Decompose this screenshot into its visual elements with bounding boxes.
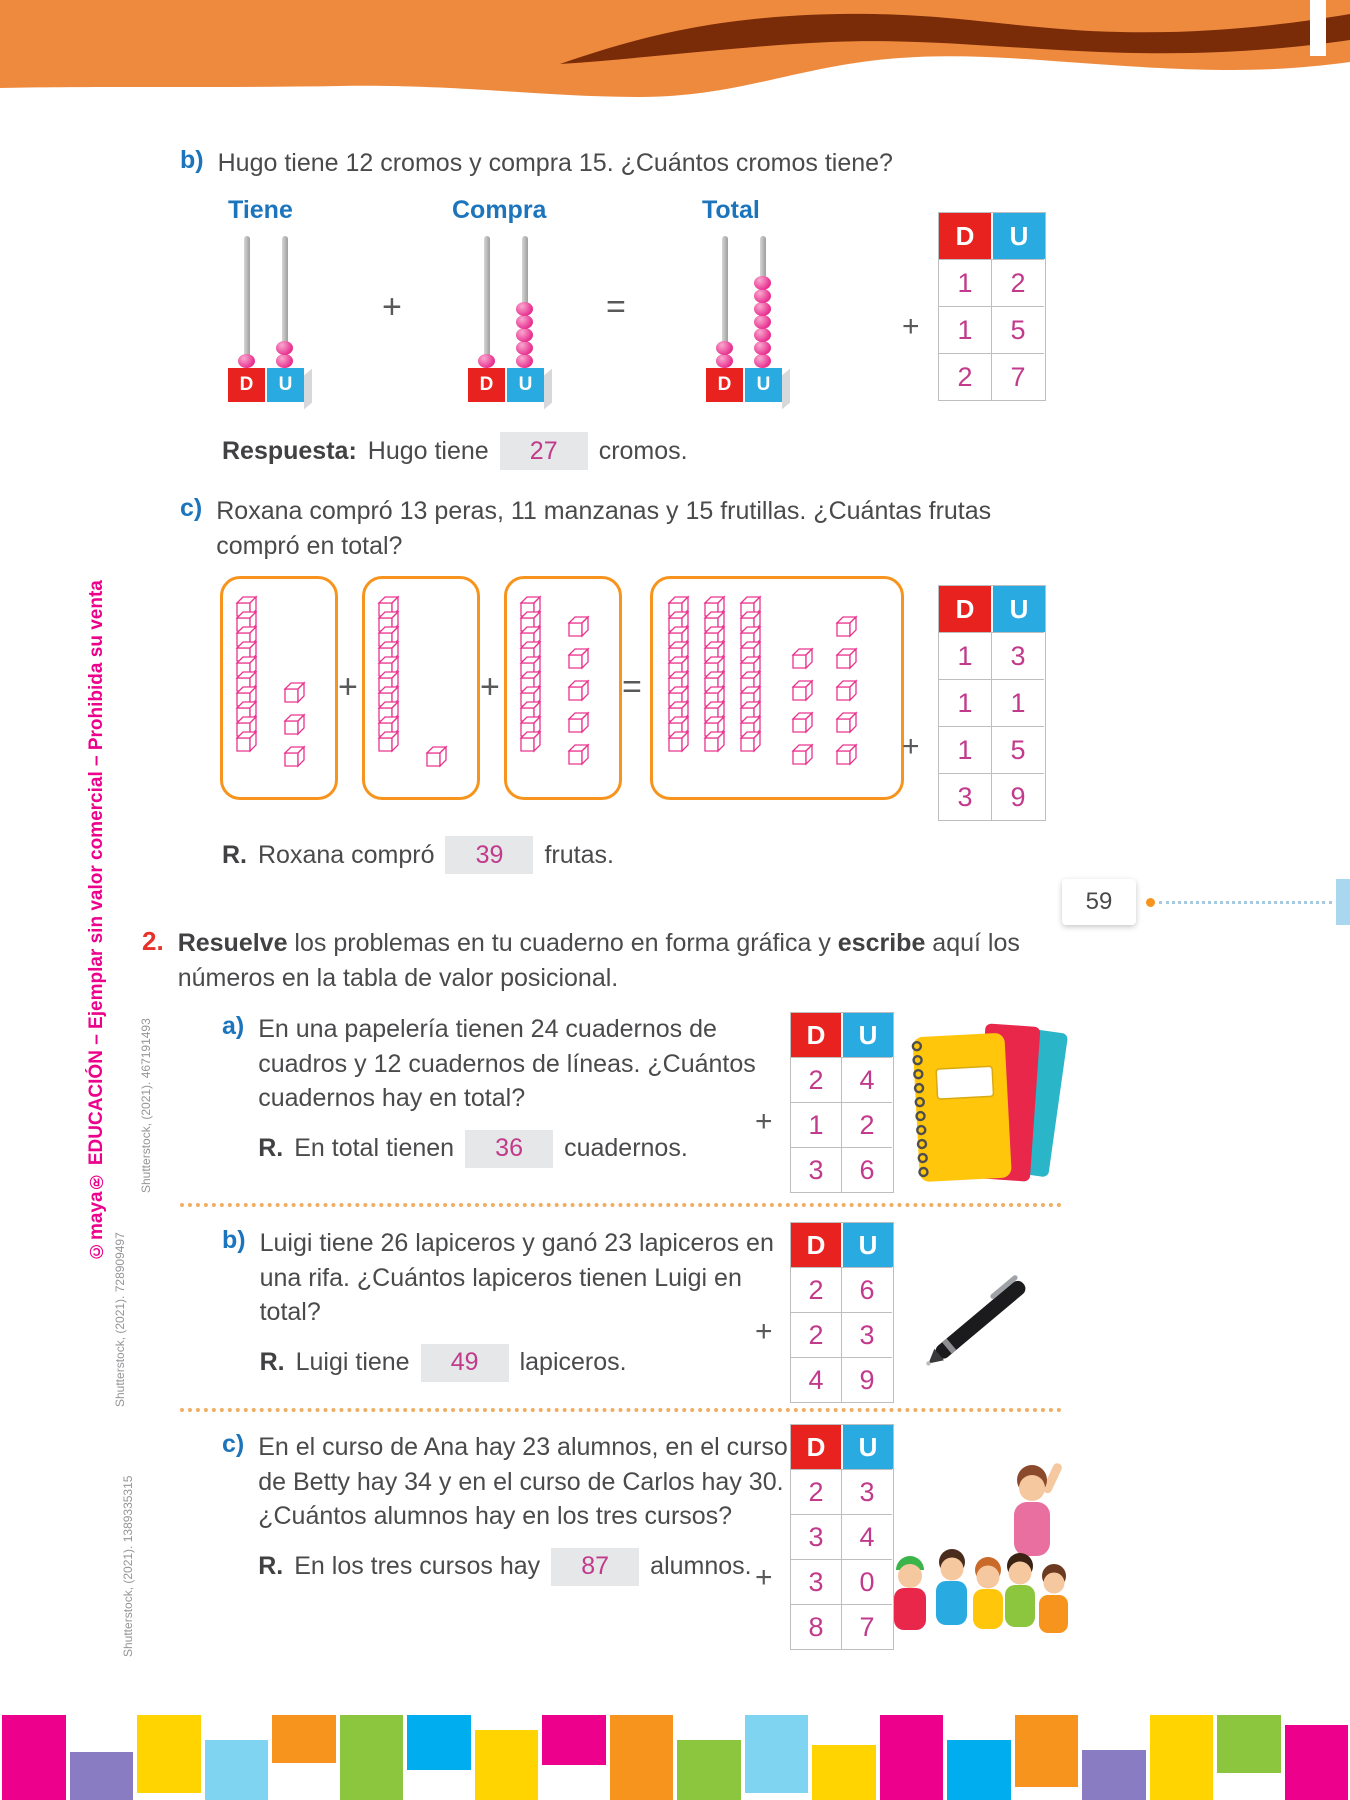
table-row xyxy=(939,306,1045,353)
abacus-bead xyxy=(754,302,771,316)
item-letter: b) xyxy=(180,146,204,174)
abacus-base xyxy=(468,368,544,402)
tens-label: D xyxy=(228,368,267,402)
place-value-table xyxy=(790,1222,894,1403)
table-cell: 2 xyxy=(791,1057,841,1102)
table-row xyxy=(939,679,1045,726)
plus-sign: + xyxy=(902,310,920,343)
color-block xyxy=(1015,1715,1079,1787)
table-cell: 8 xyxy=(791,1604,841,1649)
table-cell: 6 xyxy=(841,1147,892,1192)
label-tiene: Tiene xyxy=(228,196,293,224)
item-letter: a) xyxy=(222,1012,245,1040)
pen-illustration xyxy=(905,1235,1070,1395)
table-cell: 1 xyxy=(991,679,1044,726)
table-cell: 7 xyxy=(991,353,1044,400)
dotted-separator xyxy=(180,1203,1062,1207)
abacus-total xyxy=(698,232,790,408)
table-row xyxy=(791,1147,893,1192)
color-block xyxy=(880,1715,944,1800)
base-ten-group-13 xyxy=(220,576,338,800)
problem-c-statement xyxy=(180,494,1076,563)
label-compra: Compra xyxy=(452,196,547,224)
units-header: U xyxy=(993,586,1045,632)
tens-header: D xyxy=(939,213,993,259)
table-cell: 1 xyxy=(791,1102,841,1147)
answer-label: R. xyxy=(258,1134,284,1162)
units-header: U xyxy=(843,1223,893,1267)
table-cell: 4 xyxy=(841,1514,892,1559)
table-row xyxy=(939,773,1045,820)
answer-text: En total tienen xyxy=(294,1134,455,1162)
table-cell: 3 xyxy=(991,632,1044,679)
abacus-bead xyxy=(478,354,495,368)
abacus-compra xyxy=(460,232,552,408)
table-cell: 2 xyxy=(841,1102,892,1147)
dotted-leader xyxy=(1159,901,1332,904)
question-text: En una papelería tienen 24 cuadernos de cuadros y 12 cuadernos de líneas. ¿Cuántos cuadernos hay en total? xyxy=(258,1015,756,1112)
item-letter: c) xyxy=(222,1430,245,1458)
color-block xyxy=(745,1715,809,1793)
answer-line xyxy=(260,1344,805,1382)
table-cell: 1 xyxy=(939,726,991,773)
color-block xyxy=(1217,1715,1281,1773)
abacus-bead xyxy=(276,341,293,355)
item-a xyxy=(222,1012,758,1168)
color-block xyxy=(1150,1715,1214,1800)
item-letter: c) xyxy=(180,494,203,522)
table-row xyxy=(791,1267,893,1312)
answer-label: R. xyxy=(259,1348,285,1376)
base-ten-group-11 xyxy=(362,576,480,800)
table-cell: 9 xyxy=(841,1357,892,1402)
table-cell: 2 xyxy=(991,259,1044,306)
answer-label: R. xyxy=(258,1552,284,1580)
table-cell: 1 xyxy=(939,679,991,726)
answer-text: alumnos. xyxy=(650,1552,752,1580)
color-block xyxy=(407,1715,471,1770)
abacus-bead xyxy=(754,289,771,303)
item-b xyxy=(222,1226,805,1382)
section-2-intro xyxy=(142,926,1078,995)
tens-label: D xyxy=(706,368,745,402)
plus-sign: + xyxy=(338,668,358,706)
table-row xyxy=(939,353,1045,400)
page-number-tab xyxy=(1062,878,1350,926)
students-illustration xyxy=(880,1450,1080,1660)
plus-sign: + xyxy=(480,668,500,706)
answer-text: En los tres cursos hay xyxy=(294,1552,541,1580)
table-cell: 5 xyxy=(991,726,1044,773)
abacus-base xyxy=(228,368,304,402)
table-row xyxy=(791,1312,893,1357)
dotted-separator xyxy=(180,1408,1062,1412)
table-cell: 3 xyxy=(791,1559,841,1604)
photo-credit: Shutterstock, (2021). 1389335315 xyxy=(121,1475,135,1657)
abacus-bead xyxy=(516,315,533,329)
color-block xyxy=(947,1740,1011,1800)
table-cell: 7 xyxy=(841,1604,892,1649)
plus-sign: + xyxy=(755,1105,773,1138)
plus-sign: + xyxy=(382,288,402,326)
color-block xyxy=(610,1715,674,1800)
color-block xyxy=(1082,1750,1146,1800)
abacus-rod xyxy=(244,236,250,368)
units-label: U xyxy=(507,368,544,402)
abacus-bead xyxy=(754,315,771,329)
abacus-bead xyxy=(754,276,771,290)
table-cell: 4 xyxy=(791,1357,841,1402)
table-cell: 3 xyxy=(791,1147,841,1192)
answer-text: Hugo tiene xyxy=(367,436,489,465)
color-block xyxy=(272,1715,336,1763)
tab-dot xyxy=(1146,898,1155,907)
problem-b-statement xyxy=(180,146,1118,181)
label-total: Total xyxy=(702,196,760,224)
equals-sign: = xyxy=(606,288,626,326)
answer-box: 27 xyxy=(500,432,588,470)
color-block xyxy=(542,1715,606,1765)
table-cell: 6 xyxy=(841,1267,892,1312)
question-text: En el curso de Ana hay 23 alumnos, en el curso de Betty hay 34 y en el curso de Carlos hay 30. ¿Cuántos alumnos hay en los tres cursos? xyxy=(258,1433,788,1530)
photo-credit: Shutterstock, (2021). 467191493 xyxy=(139,1018,153,1194)
table-cell: 1 xyxy=(939,306,991,353)
abacus-base xyxy=(706,368,782,402)
section-number: 2. xyxy=(142,926,164,956)
abacus-bead xyxy=(516,302,533,316)
color-block xyxy=(1285,1725,1349,1800)
table-cell: 2 xyxy=(939,353,991,400)
answer-label: Respuesta: xyxy=(222,436,357,465)
table-cell: 2 xyxy=(791,1469,841,1514)
abacus-bead xyxy=(754,328,771,342)
color-block xyxy=(205,1740,269,1800)
table-cell: 1 xyxy=(939,632,991,679)
units-header: U xyxy=(993,213,1045,259)
table-row xyxy=(791,1514,893,1559)
place-value-table xyxy=(790,1424,894,1650)
answer-text: cuadernos. xyxy=(564,1134,688,1162)
table-row xyxy=(791,1057,893,1102)
table-cell: 1 xyxy=(939,259,991,306)
table-cell: 0 xyxy=(841,1559,892,1604)
item-c xyxy=(222,1430,818,1586)
tens-header: D xyxy=(791,1013,843,1057)
table-cell: 4 xyxy=(841,1057,892,1102)
table-row xyxy=(939,726,1045,773)
color-block xyxy=(137,1715,201,1793)
abacus-bead xyxy=(238,354,255,368)
page-number-box xyxy=(1062,879,1136,925)
abacus-tiene xyxy=(220,232,312,408)
photo-credit: Shutterstock, (2021). 728909497 xyxy=(113,1232,127,1408)
table-row xyxy=(791,1559,893,1604)
abacus-bead xyxy=(276,354,293,368)
table-row xyxy=(939,632,1045,679)
table-row xyxy=(939,259,1045,306)
units-header: U xyxy=(843,1013,893,1057)
table-cell: 2 xyxy=(791,1312,841,1357)
color-block xyxy=(677,1740,741,1800)
page-number: 59 xyxy=(1085,888,1113,915)
color-block xyxy=(475,1730,539,1800)
abacus-bead xyxy=(516,341,533,355)
place-value-table xyxy=(938,585,1046,821)
page-edge-marker xyxy=(1336,879,1350,925)
place-value-table xyxy=(790,1012,894,1193)
answer-text: Luigi tiene xyxy=(295,1348,410,1376)
answer-line xyxy=(258,1548,818,1586)
table-cell: 2 xyxy=(791,1267,841,1312)
color-block xyxy=(812,1745,876,1800)
answer-line xyxy=(222,836,614,874)
table-cell: 5 xyxy=(991,306,1044,353)
table-cell: 9 xyxy=(991,773,1044,820)
table-row xyxy=(791,1102,893,1147)
abacus-bead xyxy=(516,354,533,368)
abacus-bead xyxy=(716,354,733,368)
units-label: U xyxy=(745,368,782,402)
answer-box: 87 xyxy=(551,1548,639,1586)
color-block xyxy=(2,1715,66,1800)
table-cell: 3 xyxy=(939,773,991,820)
question-text: Hugo tiene 12 cromos y compra 15. ¿Cuántos cromos tiene? xyxy=(217,149,893,177)
base-ten-group-15 xyxy=(504,576,622,800)
answer-label: R. xyxy=(222,840,247,869)
units-header: U xyxy=(843,1425,893,1469)
table-cell: 3 xyxy=(841,1469,892,1514)
equals-sign: = xyxy=(622,668,642,706)
question-text: Luigi tiene 26 lapiceros y ganó 23 lapiceros en una rifa. ¿Cuántos lapiceros tienen Luigi en total? xyxy=(259,1229,774,1326)
plus-sign: + xyxy=(755,1315,773,1348)
place-value-table xyxy=(938,212,1046,401)
abacus-bead xyxy=(754,354,771,368)
tens-header: D xyxy=(791,1223,843,1267)
tens-header: D xyxy=(939,586,993,632)
answer-box: 39 xyxy=(445,836,533,874)
table-row xyxy=(791,1469,893,1514)
section-intro-text: Resuelve los problemas en tu cuaderno en forma gráfica y escribe aquí los números en la tabla de valor posicional. xyxy=(177,929,1020,992)
table-cell: 3 xyxy=(791,1514,841,1559)
color-block xyxy=(340,1715,404,1800)
copyright-notice: ©maya® EDUCACIÓN – Ejemplar sin valor comercial – Prohibida su venta xyxy=(86,580,107,1262)
answer-text: Roxana compró xyxy=(258,840,435,869)
table-cell: 3 xyxy=(841,1312,892,1357)
answer-line xyxy=(222,432,688,470)
decorative-color-strip xyxy=(0,1715,1350,1800)
tens-label: D xyxy=(468,368,507,402)
table-row xyxy=(791,1357,893,1402)
tens-header: D xyxy=(791,1425,843,1469)
color-block xyxy=(70,1752,134,1800)
table-row xyxy=(791,1604,893,1649)
abacus-bead xyxy=(516,328,533,342)
answer-box: 49 xyxy=(421,1344,509,1382)
plus-sign: + xyxy=(902,730,920,763)
abacus-rod xyxy=(484,236,490,368)
units-label: U xyxy=(267,368,304,402)
item-letter: b) xyxy=(222,1226,246,1254)
abacus-bead xyxy=(754,341,771,355)
answer-text: cromos. xyxy=(598,436,688,465)
plus-sign: + xyxy=(755,1561,773,1594)
notebooks-illustration xyxy=(900,1010,1070,1200)
header-wave xyxy=(0,0,1350,112)
question-text: Roxana compró 13 peras, 11 manzanas y 15 frutillas. ¿Cuántas frutas compró en total? xyxy=(216,497,992,560)
base-ten-group-39 xyxy=(650,576,904,800)
answer-text: lapiceros. xyxy=(519,1348,627,1376)
answer-text: frutas. xyxy=(544,840,614,869)
answer-line xyxy=(258,1130,758,1168)
answer-box: 36 xyxy=(465,1130,553,1168)
abacus-bead xyxy=(716,341,733,355)
